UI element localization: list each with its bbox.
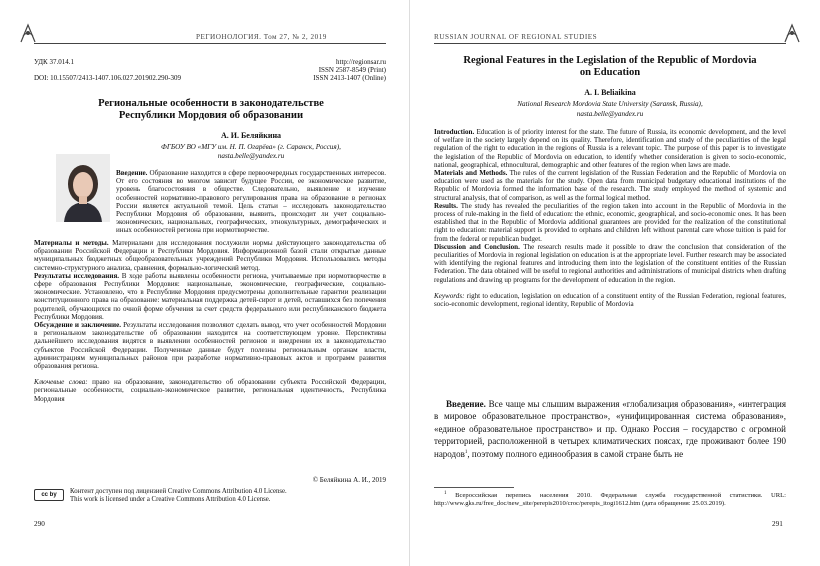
article-title: Региональные особенности в законодательстве Республики Мордовия об образовании	[98, 98, 324, 121]
site-link[interactable]: http://regionsar.ru	[336, 58, 386, 66]
udc: УДК 37.014.1	[34, 58, 74, 66]
author-email-en[interactable]: nasta.belle@yandex.ru	[576, 110, 644, 118]
author-email[interactable]: nasta.belle@yandex.ru	[217, 152, 285, 160]
issn-online: ISSN 2413-1407 (Online)	[313, 74, 386, 82]
footnote	[434, 492, 786, 508]
methods-text-en: The rules of the current legislation of the Russian Federation and the Republic of Mordovia on education were used as the materials for the study. Open data from municipal budgetary educational institutions of the Republic of Mordovia formed the information base of the research. The study employed the method of systemic and structural analysis, that of comparison, as well as the formal logical method.	[434, 169, 786, 202]
intro-heading: Введение.	[116, 169, 148, 177]
footnote-ref[interactable]: 1	[464, 449, 468, 455]
journal-header: RUSSIAN JOURNAL OF REGIONAL STUDIES	[434, 33, 598, 41]
license-text	[70, 488, 386, 504]
abstract-en	[434, 128, 786, 308]
main-intro-text: Все чаще мы слышим выражения «глобализация образования», «интеграция в мировое образовательное пространство», «унифицированная система образования», «единое образовательное пространство» и пр. Однако Россия – государство с огромной территорией, расположенной в четырех климатических поясах, где проживают более 190 народов	[434, 399, 786, 459]
keywords-heading-en: Keywords:	[434, 291, 465, 300]
discussion-heading-en: Discussion and Conclusion.	[434, 242, 520, 251]
right-page	[410, 0, 820, 566]
methods-heading: Материалы и методы.	[34, 239, 109, 247]
page-number: 290	[34, 520, 45, 528]
author-name-en: A. I. Beliaikina	[584, 88, 636, 97]
header-rule	[34, 43, 386, 44]
methods-text: Материалами для исследования послужили нормы действующего законодательства об образовании Российской Федерации и Республики Мордовия. Информационной базой стали открытые данные муниципальных бюджетных общеобразовательных учреждений Республики Мордовия. Использовались методы системно-структурного анализа, сравнения, формально-логический метод.	[34, 239, 386, 272]
journal-header: РЕГИОНОЛОГИЯ. Том 27, № 2, 2019	[196, 33, 327, 41]
main-intro-tail: , поэтому полного единообразия в самой стране быть не	[467, 448, 684, 459]
discussion-text: Результаты исследования позволяют сделать вывод, что учет особенностей Мордовии в региональном законодательстве об образовании находится на соответствующем уровне. Перспективы дальнейшего исследования видятся в выявлении особенностей регионов и внедрении их в законодательство субъектов Российской Федерации. Полученные данные будут полезны региональным органам власти, администрациям муниципальных районов при разработке нормативно-правовых актов и программ развития образования региона.	[34, 321, 386, 371]
abstract-ru	[34, 169, 386, 403]
license-line-en: This work is licensed under a Creative Commons Attribution 4.0 License.	[70, 496, 271, 503]
discussion-heading: Обсуждение и заключение.	[34, 321, 121, 330]
footnote-text: Всероссийская перепись населения 2010. Федеральная служба государственной статистики. URL: http://www.gks.ru/free_doc/new_site/perepis2010/croc/perepis_itogi1612.htm (дата обращения: 25.03.2019).	[434, 492, 786, 507]
keywords-heading: Ключевые слова:	[34, 378, 88, 387]
results-heading: Результаты исследования.	[34, 271, 120, 280]
issn-print: ISSN 2587-8549 (Print)	[318, 66, 386, 74]
page-number: 291	[772, 520, 783, 528]
results-text: В ходе работы выявлены особенности региона, учитываемые при нормотворчестве в сфере образования Республики Мордовия: национальные, экономические, географические, социально-экономические. Установлено, что в Республике Мордовия предусмотрены дополнительные гарантии реализации конституционного права на образование: материальная поддержка детей-сирот и детей, оставшихся без попечения родителей, обучающихся по очной форме обучения за счет средств федерального или республиканского бюджета Республики Мордовия.	[34, 271, 386, 321]
intro-text: Образование находится в сфере первоочередных государственных интересов. От его состояния во многом зависит будущее России, ее экономическое развитие, уровень благосостояния в обществе. Следовательно, выявление и изучение особенностей нормативно-правового регулирования права на образование в регионах России является актуальной темой. Цель статьи – исследовать законодательство Республики Мордовия об образовании, выявить, происходит ли учет социально-экономических, национальных, географических, этнокультурных, демографических и иных особенностей региона при нормотворчестве.	[116, 169, 386, 235]
main-introduction	[434, 398, 786, 460]
cc-license-badge[interactable]: cc by	[34, 489, 64, 501]
author-name: А. И. Беляйкина	[220, 131, 282, 140]
license-line-ru: Контент доступен под лицензией Creative Commons Attribution 4.0 License.	[70, 488, 287, 495]
discussion-text-en: The research results made it possible to draw the conclusion that consideration of the peculiarities of Mordovia in regional legislation on education is at the appropriate level. Further research may be associated with identifying the regional features and introducing them into the legislation of the constituent entities of the Russian Federation. The data obtained will be useful to regional authorities and administrations of municipal districts when drafting regulations and drawing up programs for the development of education in the region.	[434, 242, 787, 284]
main-intro-heading: Введение.	[446, 399, 486, 409]
footnote-number: 1	[444, 490, 447, 496]
intro-heading-en: Introduction.	[434, 128, 475, 136]
author-affiliation: ФГБОУ ВО «МГУ им. Н. П. Огарёва» (г. Саранск, Россия),	[161, 143, 341, 151]
doi: DOI: 10.15507/2413-1407.106.027.201902.290-309	[34, 74, 181, 82]
results-heading-en: Results.	[434, 201, 458, 210]
header-rule	[434, 43, 786, 44]
methods-heading-en: Materials and Methods.	[434, 169, 508, 178]
footnote-rule	[434, 487, 514, 488]
results-text-en: The study has revealed the peculiarities of the region taken into account in the Republic of Mordovia in the process of rule-making in the field of education: the ethnic, economic, geographical, and socio-economic ones. It has been established that in the Republic of Mordovia additional guarantees are provided for the realization of the constitutional right to education: material support is provided to orphans and children left without parental care whose tuition is paid for from the federal or republican budget.	[434, 201, 786, 243]
author-affiliation-en: National Research Mordovia State University (Saransk, Russia),	[517, 100, 703, 108]
intro-text-en: Education is of priority interest for the state. The future of Russia, its economic development, and the level of welfare in the society largely depend on its quality. Therefore, identification and study of the peculiarities of the legal regulation of the right to education in the regions of Russia is a relevant topic. The purpose of this paper is to investigate the legislation of the Republic of Mordovia on education, to identify whether consideration is given to socio-economic, national, geographical, ethnocultural, demographic and other features of the region when laws are made.	[434, 128, 786, 169]
article-title-en: Regional Features in the Legislation of the Republic of Mordovia on Education	[463, 55, 757, 78]
keywords-text-en: right to education, legislation on education of a constituent entity of the Russian Federation, regional features, socio-economic development, regional identity, Republic of Mordovia	[434, 291, 786, 309]
keywords-text: право на образование, законодательство об образовании субъекта Российской Федерации, региональные особенности, социально-экономическое развитие, региональная идентичность, Республика Мордовия	[34, 378, 386, 403]
copyright: © Беляйкина А. И., 2019	[312, 476, 386, 484]
